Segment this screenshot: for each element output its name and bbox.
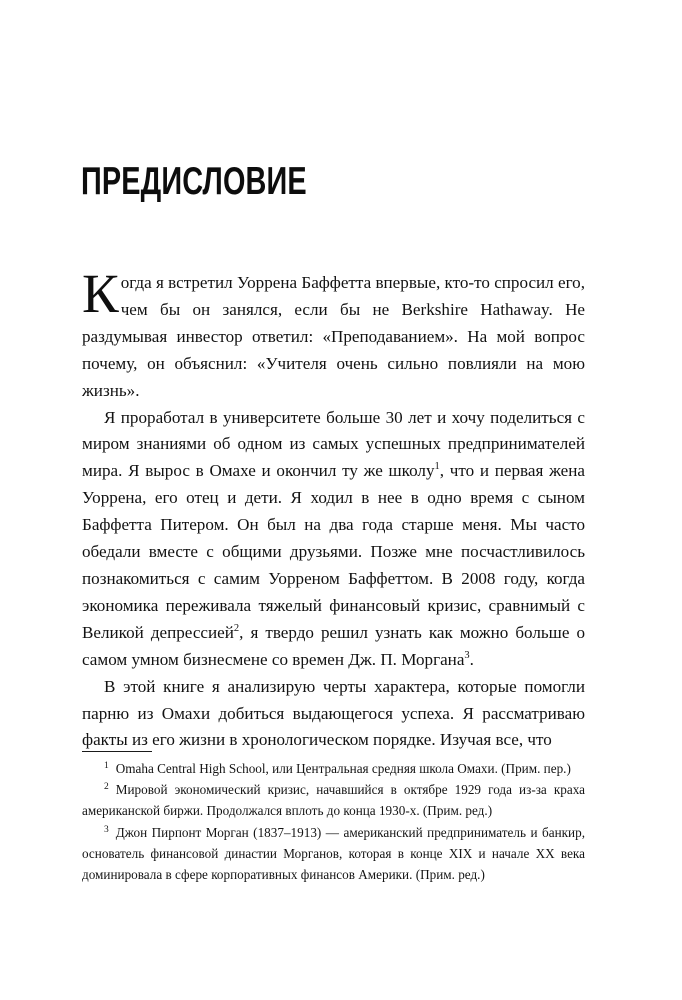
footnote-marker-1: 1: [104, 761, 109, 771]
paragraph-2-segment-a: Я проработал в университете больше 30 лет и хочу поделиться с миром знаниями об одном из самых успешных предпринимателей мира. Я вырос в Омахе и окончил ту же школу: [82, 407, 585, 481]
footnote-ref-1[interactable]: 1: [434, 461, 440, 473]
paragraph-2-segment-b: , что и первая жена Уоррена, его отец и дети. Я ходил в нее в одно время с сыном Баффетта Питером. Он был на два года старше меня. Мы часто обедали вместе с общими друзьями. Позже мне посчастливилось познакомиться с самим Уорреном Баффеттом. В 2008 году, когда экономика переживала тяжелый финансовый кризис, сравнимый с Великой депрессией: [82, 461, 585, 642]
drop-cap: К: [82, 263, 119, 324]
paragraph-2-segment-c: , я твердо решил узнать как можно больше о самом умном бизнесмене со времен Дж. П. Моргана: [82, 622, 585, 669]
page-title: ПРЕДИСЛОВИЕ: [81, 160, 307, 204]
footnote-ref-2[interactable]: 2: [233, 622, 240, 634]
paragraph-2-segment-d: .: [469, 649, 474, 669]
footnote-ref-3[interactable]: 3: [464, 649, 470, 661]
footnote-item: [82, 758, 585, 779]
footnote-marker-2: 2: [104, 782, 109, 793]
paragraph-1: [82, 263, 585, 405]
footnote-text-2: Мировой экономический кризис, начавшийся в октябре 1929 года из-за краха американской биржи. Продолжался вплоть до конца 1930-х. (Прим. ред.): [82, 782, 585, 819]
paragraph-1-text: огда я встретил Уоррена Баффетта впервые, кто-то спросил его, чем бы он занялся, если бы не Berkshire Hathaway. Не раздумывая инвестор ответил: «Преподаванием». На мой вопрос почему, он объяснил: «Учителя очень сильно повлияли на мою жизнь».: [82, 273, 585, 400]
footnote-block: [82, 758, 585, 885]
paragraph-3: В этой книге я анализирую черты характера, которые помогли парню из Омахи добиться выдающегося успеха. Я рассматриваю факты из его жизни в хронологическом порядке. Изучая все, что: [82, 676, 585, 750]
paragraph-2: [82, 405, 585, 674]
footnote-text-3: Джон Пирпонт Морган (1837–1913) — американский предприниматель и банкир, основатель финансовой династии Морганов, которая в конце XIX и начале XX века доминировала в сфере корпоративных финансов Америки. (Прим. ред.): [82, 824, 585, 883]
footnote-text-1: Omaha Central High School, или Центральная средняя школа Омахи. (Прим. пер.): [115, 761, 571, 776]
footnote-separator-rule: [82, 751, 152, 752]
body-text-block: [82, 263, 585, 754]
footnote-marker-3: 3: [104, 824, 109, 835]
footnote-item: [82, 779, 585, 821]
footnote-item: [82, 822, 585, 886]
